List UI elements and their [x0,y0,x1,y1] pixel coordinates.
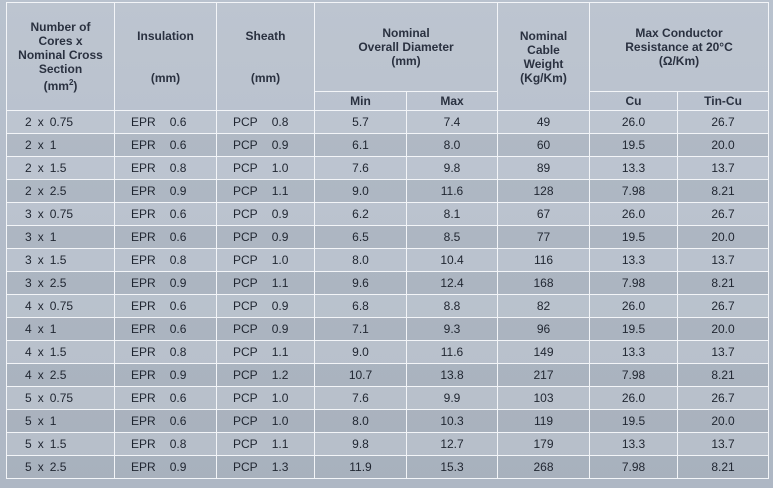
multiply-sign: x [37,391,44,405]
table-row [7,410,769,433]
multiply-sign: x [37,414,44,428]
cell-resistance-tincu: 8.21 [678,364,769,387]
sheath-thickness: 0.9 [271,230,289,244]
cross-section: 1 [49,322,57,336]
sheath-thickness: 0.9 [271,138,289,152]
insulation-thickness: 0.9 [169,460,187,474]
cell-insulation [115,180,217,203]
cell-insulation [115,249,217,272]
multiply-sign: x [37,322,44,336]
insulation-thickness: 0.6 [169,230,187,244]
cell-sheath [217,111,315,134]
table-row [7,387,769,410]
cores-count: 2 [25,161,32,175]
cell-sheath [217,134,315,157]
cell-diameter-max: 10.4 [407,249,498,272]
cell-weight: 179 [498,433,590,456]
cell-sheath [217,387,315,410]
cell-resistance-tincu: 20.0 [678,134,769,157]
cell-insulation [115,295,217,318]
cell-cores-section [7,180,115,203]
cell-resistance-tincu: 13.7 [678,433,769,456]
header-cores [7,3,115,111]
cell-weight: 96 [498,318,590,341]
sheath-material: PCP [233,138,258,152]
cell-resistance-cu: 13.3 [590,157,678,180]
cell-sheath [217,203,315,226]
cross-section: 0.75 [49,299,74,313]
sheath-material: PCP [233,437,258,451]
header-diameter-line2: Overall Diameter [358,40,454,54]
cell-resistance-cu: 26.0 [590,203,678,226]
insulation-material: EPR [131,368,156,382]
header-weight-unit: (Kg/Km) [520,70,567,85]
cores-count: 3 [25,253,32,267]
cell-diameter-max: 11.6 [407,180,498,203]
cell-resistance-cu: 13.3 [590,249,678,272]
cell-weight: 82 [498,295,590,318]
cell-cores-section [7,157,115,180]
header-sheath-unit: (mm) [250,70,281,85]
cell-cores-section [7,111,115,134]
cross-section: 1.5 [49,253,67,267]
header-insulation-label: Insulation [137,28,194,43]
insulation-thickness: 0.8 [169,253,187,267]
cell-resistance-cu: 7.98 [590,272,678,295]
multiply-sign: x [37,437,44,451]
cross-section: 1.5 [49,437,67,451]
cell-sheath [217,180,315,203]
cell-resistance-cu: 7.98 [590,180,678,203]
sheath-thickness: 1.0 [271,414,289,428]
header-cores-unit-post: ) [73,79,78,93]
cross-section: 1 [49,230,57,244]
cell-diameter-max: 12.4 [407,272,498,295]
cell-diameter-max: 10.3 [407,410,498,433]
cross-section: 2.5 [49,460,67,474]
table-row [7,456,769,479]
sheath-thickness: 1.3 [271,460,289,474]
insulation-material: EPR [131,115,156,129]
cores-count: 3 [25,276,32,290]
header-resistance-line2: Resistance at 20°C [625,40,733,54]
multiply-sign: x [37,345,44,359]
sheath-thickness: 1.2 [271,368,289,382]
cores-count: 5 [25,391,32,405]
header-weight-line3: Weight [523,56,564,71]
sheath-material: PCP [233,368,258,382]
cross-section: 1 [49,138,57,152]
insulation-thickness: 0.8 [169,345,187,359]
multiply-sign: x [37,161,44,175]
insulation-thickness: 0.8 [169,437,187,451]
cell-weight: 116 [498,249,590,272]
header-resistance [590,3,769,92]
multiply-sign: x [37,207,44,221]
sheath-material: PCP [233,299,258,313]
multiply-sign: x [37,368,44,382]
header-cores-line2: Cores x [38,34,83,48]
cell-sheath [217,249,315,272]
table-row [7,341,769,364]
header-cores-line1: Number of [30,20,91,34]
insulation-thickness: 0.6 [169,299,187,313]
cores-count: 3 [25,207,32,221]
insulation-material: EPR [131,460,156,474]
cell-diameter-min: 9.0 [315,341,407,364]
sheath-thickness: 1.1 [271,437,289,451]
multiply-sign: x [37,138,44,152]
cell-diameter-max: 8.5 [407,226,498,249]
cell-cores-section [7,226,115,249]
header-weight-line1: Nominal [519,28,568,43]
cell-diameter-max: 13.8 [407,364,498,387]
sheath-thickness: 0.9 [271,207,289,221]
cell-sheath [217,272,315,295]
table-row [7,364,769,387]
sheath-material: PCP [233,322,258,336]
header-cores-unit-sup: 2 [68,78,74,87]
sheath-material: PCP [233,276,258,290]
cell-diameter-max: 11.6 [407,341,498,364]
cell-diameter-max: 9.3 [407,318,498,341]
table-row [7,226,769,249]
cell-resistance-cu: 19.5 [590,318,678,341]
cell-insulation [115,134,217,157]
cell-diameter-min: 6.2 [315,203,407,226]
cell-cores-section [7,410,115,433]
cell-cores-section [7,433,115,456]
insulation-material: EPR [131,253,156,267]
cell-resistance-tincu: 26.7 [678,387,769,410]
cell-diameter-min: 9.6 [315,272,407,295]
cores-count: 2 [25,138,32,152]
cell-weight: 60 [498,134,590,157]
cell-insulation [115,410,217,433]
header-diameter-line1: Nominal [382,26,430,40]
header-resistance-tincu: Tin-Cu [678,92,769,111]
header-weight-line2: Cable [527,42,560,57]
cores-count: 4 [25,345,32,359]
cell-insulation [115,111,217,134]
cell-sheath [217,341,315,364]
cell-resistance-cu: 19.5 [590,226,678,249]
insulation-thickness: 0.6 [169,207,187,221]
cell-diameter-max: 9.8 [407,157,498,180]
table-row [7,111,769,134]
table-body [7,111,769,479]
cell-cores-section [7,203,115,226]
cell-sheath [217,456,315,479]
cell-cores-section [7,249,115,272]
insulation-thickness: 0.6 [169,115,187,129]
insulation-material: EPR [131,230,156,244]
cross-section: 2.5 [49,368,67,382]
cell-diameter-min: 6.1 [315,134,407,157]
multiply-sign: x [37,184,44,198]
sheath-material: PCP [233,391,258,405]
insulation-thickness: 0.9 [169,184,187,198]
cell-cores-section [7,134,115,157]
cell-sheath [217,433,315,456]
cell-cores-section [7,387,115,410]
cell-diameter-min: 11.9 [315,456,407,479]
header-diameter-max: Max [407,92,498,111]
insulation-material: EPR [131,138,156,152]
table-row [7,318,769,341]
sheath-material: PCP [233,230,258,244]
cell-diameter-min: 6.8 [315,295,407,318]
cell-resistance-cu: 7.98 [590,456,678,479]
insulation-material: EPR [131,207,156,221]
cell-resistance-tincu: 13.7 [678,157,769,180]
insulation-material: EPR [131,414,156,428]
table-row [7,249,769,272]
insulation-material: EPR [131,299,156,313]
cell-resistance-tincu: 20.0 [678,226,769,249]
sheath-thickness: 0.9 [271,299,289,313]
sheath-material: PCP [233,253,258,267]
multiply-sign: x [37,115,44,129]
cell-cores-section [7,295,115,318]
cell-sheath [217,318,315,341]
insulation-material: EPR [131,322,156,336]
sheath-thickness: 1.0 [271,161,289,175]
table-row [7,203,769,226]
cell-resistance-tincu: 26.7 [678,295,769,318]
table-row [7,134,769,157]
cell-insulation [115,272,217,295]
cross-section: 0.75 [49,207,74,221]
header-diameter-min: Min [315,92,407,111]
header-cores-unit-pre: (mm [43,79,69,93]
cell-diameter-min: 6.5 [315,226,407,249]
cores-count: 4 [25,299,32,313]
cell-diameter-min: 10.7 [315,364,407,387]
cell-resistance-tincu: 20.0 [678,318,769,341]
header-weight [498,3,590,111]
header-insulation [115,3,217,111]
cell-weight: 217 [498,364,590,387]
insulation-material: EPR [131,276,156,290]
cell-diameter-max: 8.8 [407,295,498,318]
cell-resistance-cu: 19.5 [590,410,678,433]
cores-count: 2 [25,184,32,198]
cell-resistance-tincu: 13.7 [678,249,769,272]
cell-resistance-cu: 7.98 [590,364,678,387]
cell-weight: 103 [498,387,590,410]
cell-diameter-max: 12.7 [407,433,498,456]
cell-diameter-max: 8.0 [407,134,498,157]
cell-diameter-min: 8.0 [315,410,407,433]
multiply-sign: x [37,230,44,244]
cell-sheath [217,295,315,318]
cell-weight: 128 [498,180,590,203]
cell-insulation [115,203,217,226]
cell-resistance-tincu: 26.7 [678,111,769,134]
sheath-thickness: 1.0 [271,391,289,405]
sheath-thickness: 1.0 [271,253,289,267]
sheath-material: PCP [233,161,258,175]
cell-weight: 67 [498,203,590,226]
insulation-material: EPR [131,437,156,451]
cell-resistance-cu: 19.5 [590,134,678,157]
multiply-sign: x [37,460,44,474]
sheath-material: PCP [233,414,258,428]
header-insulation-unit: (mm) [150,70,181,85]
cell-resistance-cu: 26.0 [590,295,678,318]
insulation-thickness: 0.9 [169,276,187,290]
cell-weight: 119 [498,410,590,433]
cell-diameter-min: 9.0 [315,180,407,203]
cell-resistance-tincu: 13.7 [678,341,769,364]
cell-cores-section [7,364,115,387]
sheath-thickness: 1.1 [271,345,289,359]
table-row [7,157,769,180]
header-cores-unit [7,76,114,93]
cell-insulation [115,226,217,249]
sheath-material: PCP [233,115,258,129]
cell-weight: 49 [498,111,590,134]
sheath-thickness: 0.9 [271,322,289,336]
cell-sheath [217,226,315,249]
cell-resistance-cu: 26.0 [590,387,678,410]
cell-insulation [115,157,217,180]
sheath-material: PCP [233,345,258,359]
cell-sheath [217,157,315,180]
sheath-material: PCP [233,460,258,474]
cross-section: 2.5 [49,184,67,198]
cell-diameter-min: 7.6 [315,387,407,410]
cell-resistance-tincu: 8.21 [678,456,769,479]
cross-section: 1.5 [49,161,67,175]
multiply-sign: x [37,276,44,290]
cell-insulation [115,433,217,456]
cross-section: 2.5 [49,276,67,290]
cell-resistance-tincu: 8.21 [678,180,769,203]
insulation-thickness: 0.6 [169,391,187,405]
cell-cores-section [7,341,115,364]
cell-resistance-tincu: 8.21 [678,272,769,295]
cell-cores-section [7,272,115,295]
cores-count: 4 [25,368,32,382]
cell-resistance-cu: 26.0 [590,111,678,134]
multiply-sign: x [37,299,44,313]
header-diameter-unit: (mm) [391,54,421,68]
header-resistance-line1: Max Conductor [635,26,723,40]
cell-cores-section [7,456,115,479]
insulation-thickness: 0.6 [169,322,187,336]
cell-weight: 149 [498,341,590,364]
cell-insulation [115,387,217,410]
cross-section: 0.75 [49,115,74,129]
cell-diameter-max: 15.3 [407,456,498,479]
cores-count: 5 [25,460,32,474]
cores-count: 2 [25,115,32,129]
cable-spec-table [6,2,769,479]
cross-section: 1 [49,414,57,428]
cross-section: 0.75 [49,391,74,405]
multiply-sign: x [37,253,44,267]
cell-resistance-cu: 13.3 [590,433,678,456]
cell-diameter-max: 7.4 [407,111,498,134]
header-resistance-cu: Cu [590,92,678,111]
cores-count: 3 [25,230,32,244]
insulation-thickness: 0.6 [169,138,187,152]
cell-diameter-min: 7.6 [315,157,407,180]
table-row [7,433,769,456]
header-cores-line3: Nominal Cross [18,48,103,62]
cores-count: 5 [25,437,32,451]
cell-diameter-max: 8.1 [407,203,498,226]
header-diameter [315,3,498,92]
cell-insulation [115,364,217,387]
insulation-material: EPR [131,161,156,175]
sheath-thickness: 1.1 [271,276,289,290]
cores-count: 5 [25,414,32,428]
sheath-material: PCP [233,207,258,221]
cell-diameter-min: 5.7 [315,111,407,134]
cell-diameter-min: 9.8 [315,433,407,456]
cell-insulation [115,341,217,364]
sheath-thickness: 1.1 [271,184,289,198]
cell-sheath [217,410,315,433]
header-resistance-unit: (Ω/Km) [658,54,700,68]
cell-sheath [217,364,315,387]
header-cores-line4: Section [38,62,83,76]
cell-diameter-max: 9.9 [407,387,498,410]
header-sheath [217,3,315,111]
sheath-thickness: 0.8 [271,115,289,129]
table-row [7,272,769,295]
cross-section: 1.5 [49,345,67,359]
insulation-thickness: 0.9 [169,368,187,382]
insulation-material: EPR [131,345,156,359]
header-sheath-label: Sheath [245,28,286,43]
cell-weight: 168 [498,272,590,295]
cores-count: 4 [25,322,32,336]
table-row [7,295,769,318]
sheath-material: PCP [233,184,258,198]
cell-insulation [115,318,217,341]
cell-resistance-tincu: 26.7 [678,203,769,226]
cell-resistance-cu: 13.3 [590,341,678,364]
cell-weight: 77 [498,226,590,249]
cell-cores-section [7,318,115,341]
insulation-material: EPR [131,391,156,405]
insulation-thickness: 0.8 [169,161,187,175]
cell-resistance-tincu: 20.0 [678,410,769,433]
insulation-thickness: 0.6 [169,414,187,428]
insulation-material: EPR [131,184,156,198]
cell-weight: 268 [498,456,590,479]
cell-weight: 89 [498,157,590,180]
cell-insulation [115,456,217,479]
cell-diameter-min: 8.0 [315,249,407,272]
table-row [7,180,769,203]
cell-diameter-min: 7.1 [315,318,407,341]
